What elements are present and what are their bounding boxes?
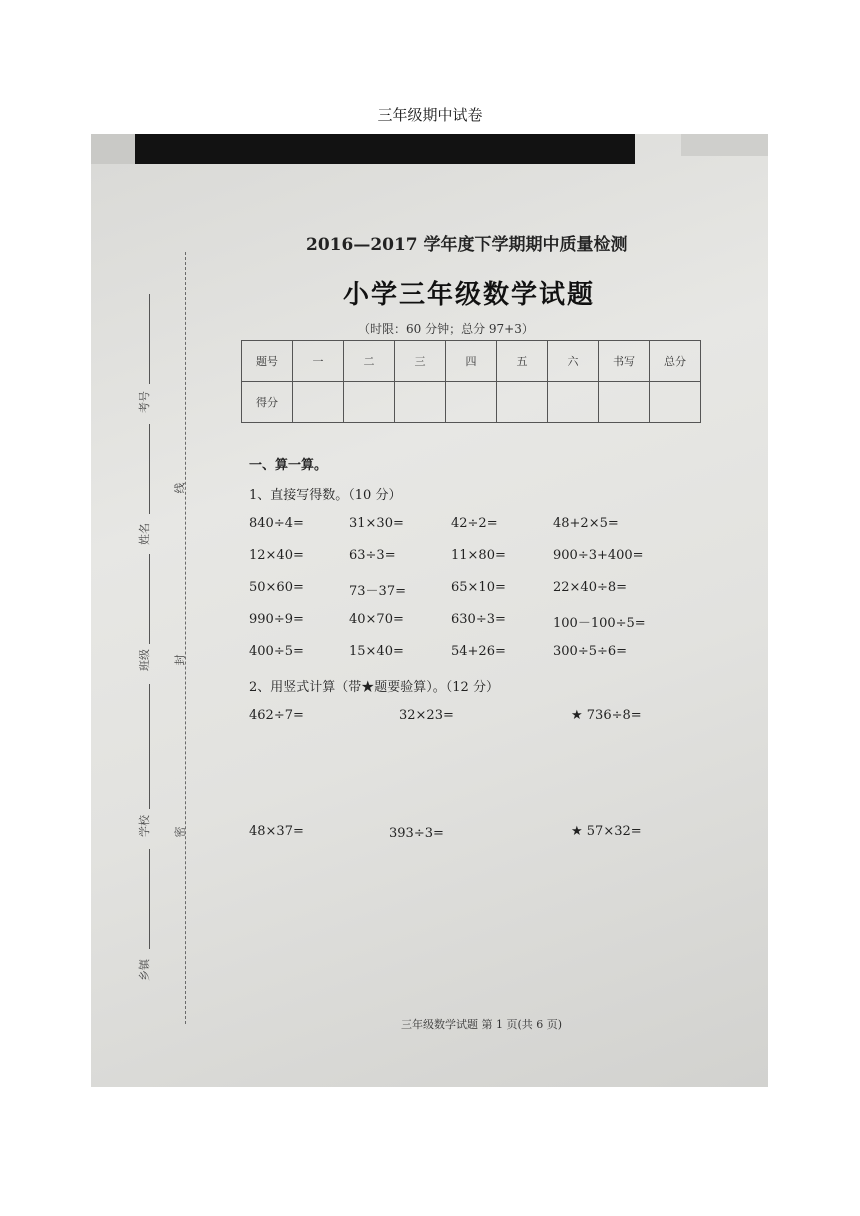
question: 900÷3+400= — [553, 548, 644, 563]
part-1-title: 1、直接写得数。（10 分） — [249, 488, 402, 503]
question: 990÷9= — [249, 612, 304, 627]
town-line — [149, 849, 150, 949]
score-header-cell: 四 — [446, 341, 497, 382]
question: 50×60= — [249, 580, 304, 595]
school-label: 学校 — [138, 815, 151, 837]
question: 11×80= — [451, 548, 506, 563]
exam-subtitle: 2016—2017 学年度下学期期中质量检测 — [306, 235, 628, 255]
question: ★ 57×32= — [571, 824, 642, 839]
question: 31×30= — [349, 516, 404, 531]
question: 393÷3= — [389, 826, 444, 841]
question: 22×40÷8= — [553, 580, 628, 595]
score-header-cell: 总分 — [650, 341, 701, 382]
town-label: 乡镇 — [138, 959, 151, 981]
score-row-label: 得分 — [242, 382, 293, 423]
score-cell[interactable] — [650, 382, 701, 423]
score-cell[interactable] — [446, 382, 497, 423]
name-label: 姓名 — [138, 523, 151, 545]
question: 12×40= — [249, 548, 304, 563]
question: 63÷3= — [349, 548, 396, 563]
page-title: 三年级期中试卷 — [377, 106, 483, 124]
question: 100－100÷5= — [553, 616, 646, 631]
score-cell[interactable] — [344, 382, 395, 423]
dark-band — [135, 134, 635, 164]
score-row — [242, 382, 701, 423]
question: 65×10= — [451, 580, 506, 595]
corner-paper — [681, 134, 768, 156]
question: 54+26= — [451, 644, 506, 659]
question: 40×70= — [349, 612, 404, 627]
score-header-cell: 一 — [293, 341, 344, 382]
exam-title: 小学三年级数学试题 — [343, 280, 596, 310]
school-line — [149, 684, 150, 809]
score-header-cell: 六 — [548, 341, 599, 382]
question: 630÷3= — [451, 612, 506, 627]
score-cell[interactable] — [599, 382, 650, 423]
seal-char-secret: 密 — [173, 826, 187, 838]
score-header-row — [242, 341, 701, 382]
score-header-cell: 二 — [344, 341, 395, 382]
name-line — [149, 424, 150, 514]
section-1-title: 一、算一算。 — [249, 458, 328, 473]
seal-char-line: 线 — [173, 482, 187, 494]
question: 300÷5÷6= — [553, 644, 628, 659]
page-footer: 三年级数学试题 第 1 页(共 6 页) — [401, 1018, 563, 1031]
score-table — [241, 340, 701, 423]
score-cell[interactable] — [293, 382, 344, 423]
question: 48×37= — [249, 824, 304, 839]
exam-no-label: 考号 — [138, 391, 151, 413]
seal-char-seal: 封 — [173, 654, 187, 666]
question: 48+2×5= — [553, 516, 619, 531]
class-line — [149, 554, 150, 644]
question: 462÷7= — [249, 708, 304, 723]
question: 15×40= — [349, 644, 404, 659]
score-cell[interactable] — [548, 382, 599, 423]
part-2-title: 2、用竖式计算（带★题要验算）。（12 分） — [249, 680, 499, 695]
question: 42÷2= — [451, 516, 498, 531]
exam-photo — [91, 134, 768, 1087]
score-header-cell: 三 — [395, 341, 446, 382]
score-cell[interactable] — [497, 382, 548, 423]
score-header-cell: 题号 — [242, 341, 293, 382]
question: 400÷5= — [249, 644, 304, 659]
time-limit: （时限：60 分钟；总分 97+3） — [358, 322, 534, 336]
score-header-cell: 书写 — [599, 341, 650, 382]
question: 73－37= — [349, 584, 406, 599]
question: ★ 736÷8= — [571, 708, 642, 723]
exam-no-line — [149, 294, 150, 384]
photo-edge — [91, 134, 135, 164]
question: 840÷4= — [249, 516, 304, 531]
question: 32×23= — [399, 708, 454, 723]
seal-line — [185, 252, 186, 1024]
class-label: 班级 — [138, 649, 151, 671]
score-cell[interactable] — [395, 382, 446, 423]
score-header-cell: 五 — [497, 341, 548, 382]
